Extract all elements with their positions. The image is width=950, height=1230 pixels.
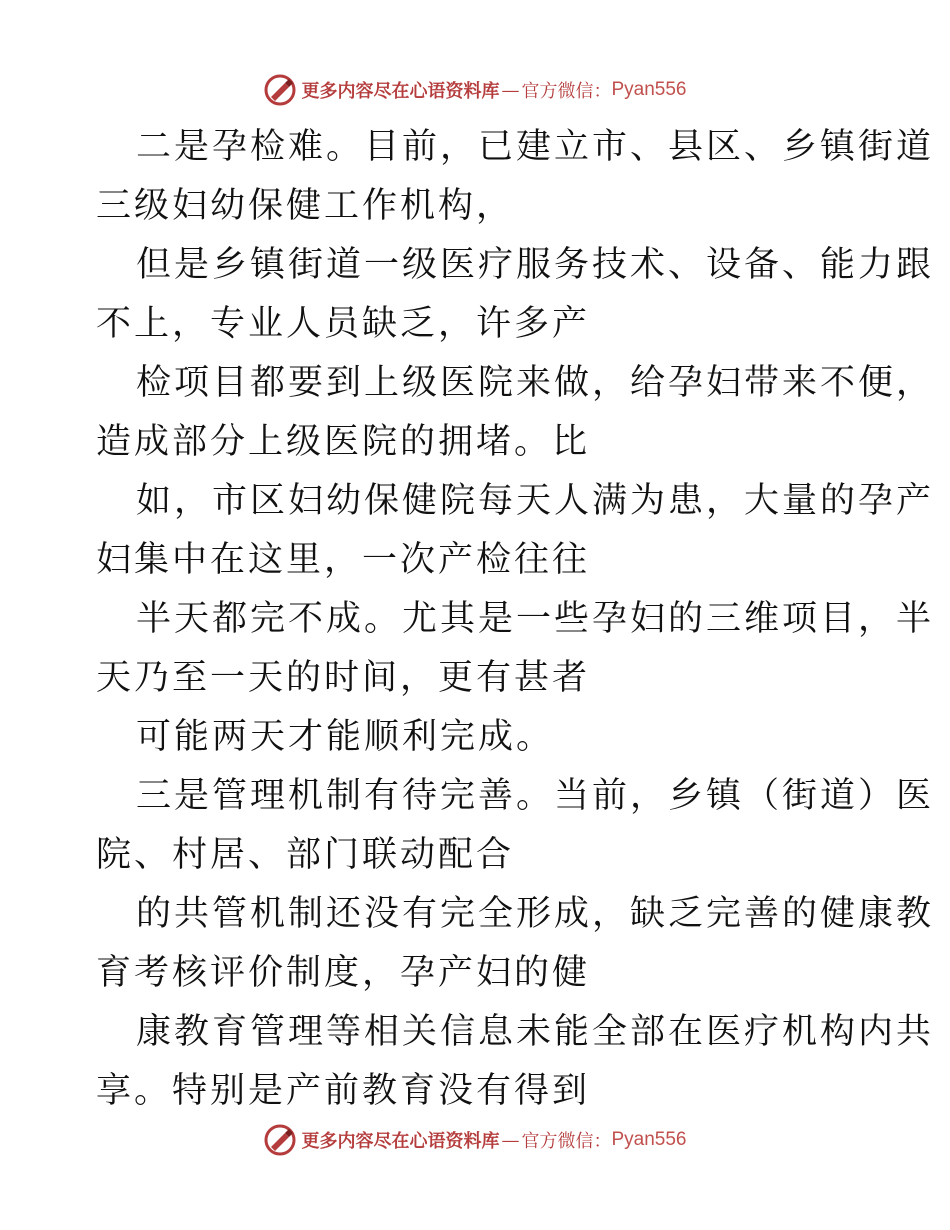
watermark-wechat-id: Pyan556 bbox=[611, 1129, 687, 1150]
watermark-separator: — bbox=[501, 79, 520, 101]
watermark-wechat-id: Pyan556 bbox=[611, 79, 687, 100]
watermark-footer bbox=[0, 1120, 950, 1160]
text-line: 如，市区妇幼保健院每天人满为患，大量的孕产 bbox=[136, 481, 935, 521]
text-line: 但是乡镇街道一级医疗服务技术、设备、能力跟 bbox=[136, 245, 935, 285]
pen-logo-icon bbox=[263, 1123, 297, 1157]
watermark-brand: 更多内容尽在心语资料库 bbox=[301, 81, 500, 102]
text-line: 康教育管理等相关信息未能全部在医疗机构内共 bbox=[136, 1012, 935, 1052]
document-body bbox=[96, 118, 935, 1121]
text-line: 三是管理机制有待完善。当前，乡镇（街道）医 bbox=[136, 776, 935, 816]
text-line: 院、村居、部门联动配合 bbox=[96, 835, 515, 875]
text-line: 育考核评价制度，孕产妇的健 bbox=[96, 953, 591, 993]
text-line: 半天都完不成。尤其是一些孕妇的三维项目，半 bbox=[136, 599, 935, 639]
watermark-separator: — bbox=[501, 1129, 520, 1151]
pen-logo-icon bbox=[263, 73, 297, 107]
watermark-header bbox=[0, 70, 950, 110]
watermark-brand: 更多内容尽在心语资料库 bbox=[301, 1131, 500, 1152]
text-line: 造成部分上级医院的拥堵。比 bbox=[96, 422, 591, 462]
text-line: 二是孕检难。目前，已建立市、县区、乡镇街道 bbox=[136, 127, 935, 167]
text-line: 检项目都要到上级医院来做，给孕妇带来不便， bbox=[136, 363, 935, 403]
text-line: 三级妇幼保健工作机构， bbox=[96, 186, 515, 226]
text-line: 的共管机制还没有完全形成，缺乏完善的健康教 bbox=[136, 894, 935, 934]
text-line: 享。特别是产前教育没有得到 bbox=[96, 1071, 591, 1111]
watermark-official-label: 官方微信： bbox=[521, 1131, 612, 1152]
text-line: 可能两天才能顺利完成。 bbox=[136, 717, 555, 757]
text-line: 妇集中在这里，一次产检往往 bbox=[96, 540, 591, 580]
text-line: 天乃至一天的时间，更有甚者 bbox=[96, 658, 591, 698]
text-line: 不上，专业人员缺乏，许多产 bbox=[96, 304, 591, 344]
watermark-official-label: 官方微信： bbox=[521, 81, 612, 102]
